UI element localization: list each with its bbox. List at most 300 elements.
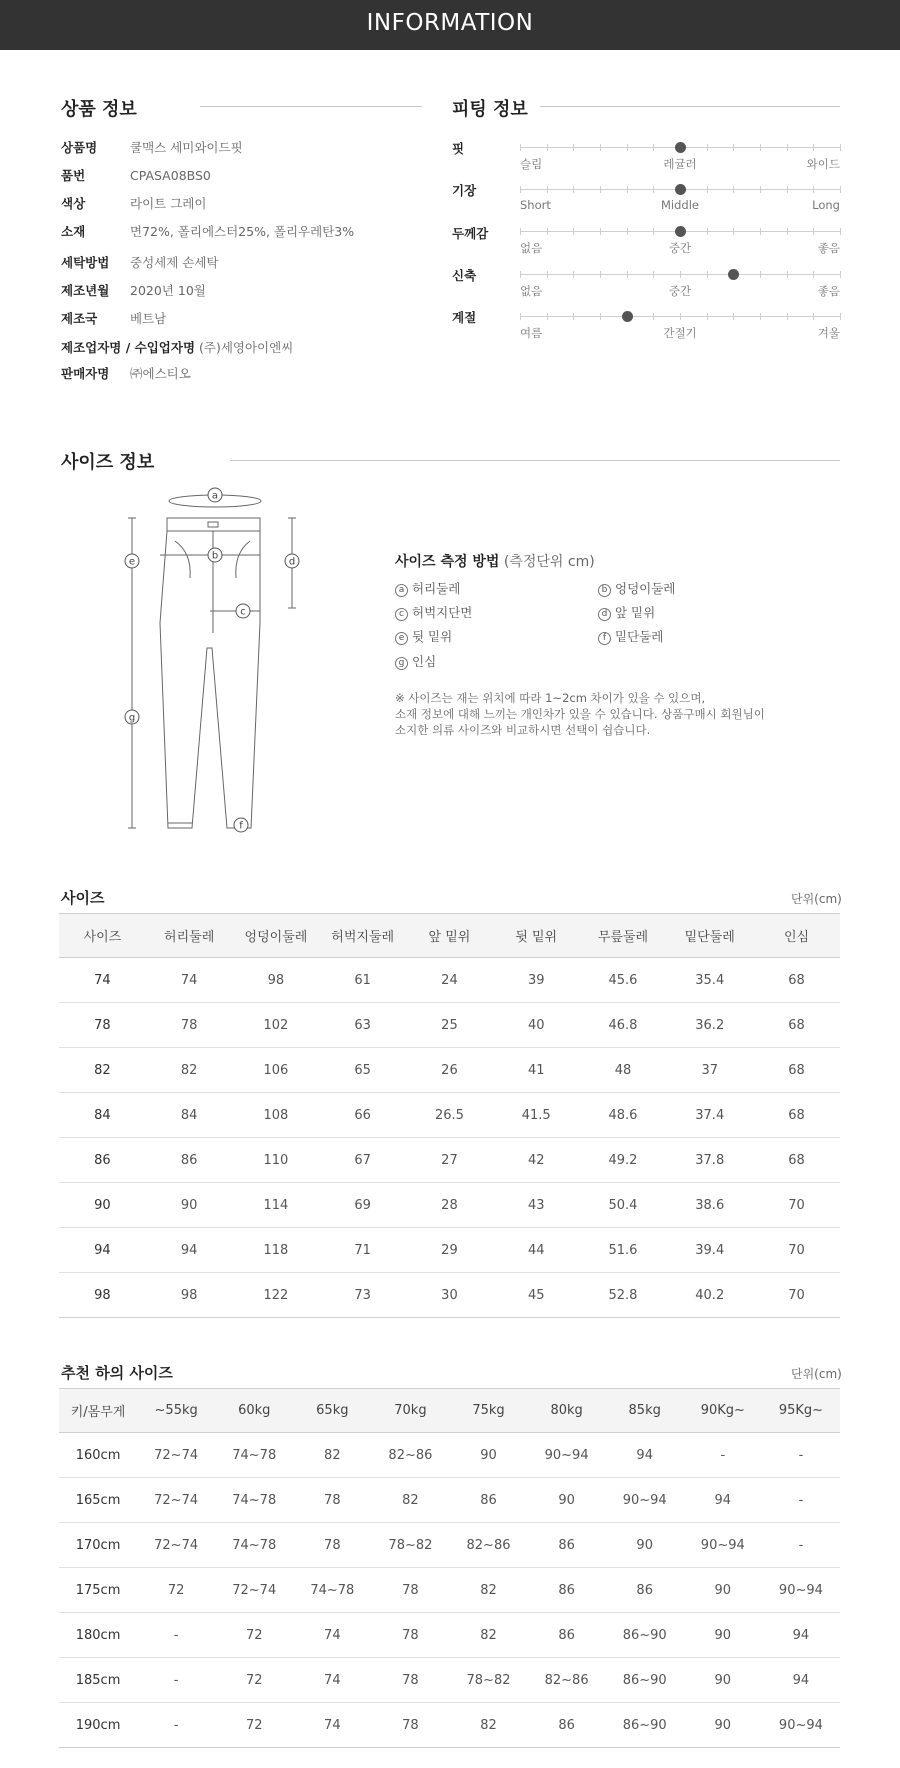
marker-a: a [211,490,219,502]
table-cell: 98 [146,1273,233,1318]
table-cell: 90 [684,1568,762,1613]
measure-legend-item [598,579,675,597]
table-cell: 46.8 [580,1003,667,1048]
table-cell: 72 [215,1703,293,1748]
table-cell: 78 [293,1523,371,1568]
fitting-scale-tick [600,313,601,320]
table-cell: 74~78 [293,1568,371,1613]
fitting-scale-tick [653,313,654,320]
table-cell: 78~82 [449,1658,527,1703]
table-header-cell: 65kg [293,1389,371,1433]
fitting-scale-tick [813,228,814,235]
table-cell: 185cm [59,1658,137,1703]
table-cell: 90~94 [762,1568,840,1613]
table-cell: 70 [753,1183,840,1228]
pants-button [208,522,218,527]
legend-marker-icon: e [395,632,408,645]
measure-method-heading [395,551,595,571]
table-cell: 94 [762,1613,840,1658]
fitting-level-indicator [622,311,633,322]
table-cell: 94 [59,1228,146,1273]
fitting-scale-tick [813,271,814,278]
fitting-scale-tick [680,271,681,278]
fitting-scale-tick [760,186,761,193]
fitting-scale-tick [547,186,548,193]
fitting-label: 계절 [452,310,477,325]
fitting-scale-tick [787,144,788,151]
fitting-label: 핏 [452,141,465,156]
table-cell: 90~94 [762,1703,840,1748]
size-info-divider [230,460,840,461]
legend-marker-icon: f [598,632,611,645]
table-cell: 82~86 [371,1433,449,1478]
measure-legend-item [395,652,436,670]
size-table-unit: 단위(cm) [791,892,842,906]
product-info-value: 중성세제 손세탁 [130,255,219,270]
fitting-level-indicator [675,184,686,195]
fitting-scale-tick [573,186,574,193]
fitting-scale-tick [627,271,628,278]
table-cell: 30 [406,1273,493,1318]
table-cell: 39.4 [666,1228,753,1273]
table-cell: 38.6 [666,1183,753,1228]
table-cell: 78 [293,1478,371,1523]
fitting-scale-tick [707,228,708,235]
table-cell: 78 [371,1703,449,1748]
recommend-table-unit: 단위(cm) [791,1367,842,1381]
legend-label: 밑단둘레 [615,629,664,644]
legend-label: 뒷 밑위 [412,629,453,644]
fitting-scale-tick [707,313,708,320]
table-row [59,1658,840,1703]
table-cell: 82 [449,1568,527,1613]
fitting-scale-tick [600,186,601,193]
product-info-value: 라이트 그레이 [130,196,207,211]
table-row [59,1003,840,1048]
measure-method-unit: (측정단위 cm) [503,554,595,570]
table-header-cell: 엉덩이둘레 [233,914,320,958]
table-cell: 41.5 [493,1093,580,1138]
fitting-scale-tick [760,228,761,235]
table-cell: 73 [319,1273,406,1318]
product-info-value: 2020년 10월 [130,283,206,298]
fitting-scale-tick [573,271,574,278]
table-row [59,958,840,1003]
table-header-row [59,914,840,958]
table-cell: 82~86 [528,1658,606,1703]
fitting-scale-track [520,274,840,275]
table-cell: 78~82 [371,1523,449,1568]
table-cell: 44 [493,1228,580,1273]
marker-c: c [240,606,246,618]
product-info-row [61,281,206,301]
size-note-line: ※ 사이즈는 재는 위치에 따라 1~2cm 차이가 있을 수 있으며, [395,691,706,705]
table-cell: 74 [293,1658,371,1703]
table-cell: 86 [449,1478,527,1523]
table-header-cell: 90Kg~ [684,1389,762,1433]
table-cell: - [762,1433,840,1478]
fitting-option-high: Long [812,198,840,212]
table-cell: 118 [233,1228,320,1273]
fitting-scale-tick [707,271,708,278]
table-cell: 84 [146,1093,233,1138]
fitting-option-mid: 간절기 [663,326,697,340]
table-cell: 160cm [59,1433,137,1478]
size-note [395,690,765,738]
fitting-option-high: 와이드 [806,157,840,171]
table-row [59,1478,840,1523]
table-cell: - [137,1613,215,1658]
fitting-scale-tick [547,271,548,278]
marker-d: d [288,556,296,568]
pants-right-pocket [236,541,250,578]
product-info-row [61,338,294,358]
pants-diagram [110,483,310,838]
table-cell: 74 [59,958,146,1003]
fitting-scale-track [520,316,840,317]
table-header-cell: 무릎둘레 [580,914,667,958]
fitting-scale-tick [787,228,788,235]
fitting-label: 기장 [452,183,477,198]
fitting-option-high: 겨울 [817,326,840,340]
table-row [59,1138,840,1183]
table-row [59,1523,840,1568]
fitting-scale-tick [627,228,628,235]
table-header-cell: ~55kg [137,1389,215,1433]
fitting-scale-tick [813,186,814,193]
fitting-scale-tick [600,228,601,235]
table-cell: 86~90 [606,1658,684,1703]
fitting-scale-tick [787,186,788,193]
table-cell: 61 [319,958,406,1003]
table-cell: 63 [319,1003,406,1048]
table-header-cell: 60kg [215,1389,293,1433]
table-cell: 82 [371,1478,449,1523]
table-header-cell: 허리둘레 [146,914,233,958]
legend-marker-icon: b [598,584,611,597]
fitting-scale-tick [760,144,761,151]
fitting-scale-tick [653,144,654,151]
table-cell: 94 [146,1228,233,1273]
table-cell: 68 [753,1048,840,1093]
fitting-label: 신축 [452,268,477,283]
table-cell: 68 [753,1093,840,1138]
fitting-option-mid: Middle [661,198,699,212]
table-cell: 108 [233,1093,320,1138]
table-cell: 82 [59,1048,146,1093]
table-row [59,1568,840,1613]
table-cell: 29 [406,1228,493,1273]
table-cell: 43 [493,1183,580,1228]
recommend-table [59,1388,840,1748]
fitting-scale-tick [520,186,521,193]
table-cell: 72~74 [137,1478,215,1523]
product-info-label: 제조년월 [61,283,110,298]
table-header-cell: 밑단둘레 [666,914,753,958]
fitting-scale-tick [840,186,841,193]
product-info-label: 소재 [61,224,86,239]
table-cell: 37.8 [666,1138,753,1183]
pants-left-pocket [175,541,190,578]
fitting-option-low: 없음 [520,241,543,255]
fitting-scale-tick [653,186,654,193]
fitting-scale-track [520,231,840,232]
product-info-label: 상품명 [61,140,98,155]
fitting-scale-tick [600,271,601,278]
table-cell: 74 [293,1613,371,1658]
table-cell: 70 [753,1273,840,1318]
product-info-row [61,309,167,329]
table-cell: 110 [233,1138,320,1183]
table-cell: 28 [406,1183,493,1228]
table-cell: 180cm [59,1613,137,1658]
table-header-cell: 70kg [371,1389,449,1433]
fitting-option-low: 슬림 [520,157,543,171]
page-header-title: INFORMATION [366,10,534,36]
product-info-label: 판매자명 [61,366,110,381]
product-info-row [61,364,191,384]
fitting-info-divider [540,106,840,107]
fitting-scale-tick [573,144,574,151]
fitting-scale-tick [840,313,841,320]
table-cell: 37 [666,1048,753,1093]
fitting-option-high: 좋음 [817,241,840,255]
table-cell: 48.6 [580,1093,667,1138]
table-cell: 82 [449,1613,527,1658]
table-cell: 35.4 [666,958,753,1003]
fitting-option-low: Short [520,198,551,212]
fitting-scale-tick [627,186,628,193]
table-cell: - [137,1658,215,1703]
table-cell: - [684,1433,762,1478]
fitting-level-indicator [675,142,686,153]
product-info-row [61,222,355,242]
fitting-scale-tick [547,144,548,151]
table-cell: 65 [319,1048,406,1093]
fitting-scale-track [520,189,840,190]
fitting-level-indicator [675,226,686,237]
table-cell: - [137,1703,215,1748]
product-info-row [61,138,243,158]
fitting-scale-tick [547,228,548,235]
fitting-option-low: 없음 [520,284,543,298]
table-cell: 82 [146,1048,233,1093]
legend-marker-icon: d [598,608,611,621]
table-cell: 72 [215,1658,293,1703]
table-cell: 86 [59,1138,146,1183]
fitting-scale-tick [707,144,708,151]
fitting-scale-tick [653,271,654,278]
pants-outline [160,531,260,828]
table-cell: 36.2 [666,1003,753,1048]
table-cell: 114 [233,1183,320,1228]
table-cell: 74~78 [215,1478,293,1523]
table-cell: 90 [606,1523,684,1568]
table-header-cell: 사이즈 [59,914,146,958]
fitting-scale-tick [653,228,654,235]
fitting-scale-tick [840,144,841,151]
product-info-row [61,253,219,273]
table-cell: 24 [406,958,493,1003]
fitting-label: 두께감 [452,226,489,241]
table-header-cell: 허벅지둘레 [319,914,406,958]
size-table [59,913,840,1318]
fitting-scale-tick [547,313,548,320]
measure-legend-item [598,603,655,621]
product-info-row [61,166,211,186]
measure-legend-item [395,579,460,597]
table-header-cell: 뒷 밑위 [493,914,580,958]
table-cell: 49.2 [580,1138,667,1183]
table-cell: 82 [293,1433,371,1478]
table-header-cell: 80kg [528,1389,606,1433]
recommend-table-title: 추천 하의 사이즈 [61,1364,173,1382]
table-cell: 122 [233,1273,320,1318]
table-cell: 86 [528,1613,606,1658]
table-cell: 51.6 [580,1228,667,1273]
legend-label: 엉덩이둘레 [615,581,676,596]
table-cell: 72 [137,1568,215,1613]
fitting-scale-tick [520,144,521,151]
product-info-value: 쿨맥스 세미와이드핏 [130,140,243,155]
product-info-label: 제조업자명 / 수입업자명 [61,340,196,355]
marker-e: e [128,556,136,568]
table-cell: 90 [449,1433,527,1478]
table-cell: 72 [215,1613,293,1658]
fitting-scale-tick [840,228,841,235]
fitting-scale-tick [680,313,681,320]
table-cell: 48 [580,1048,667,1093]
table-cell: 84 [59,1093,146,1138]
product-info-label: 색상 [61,196,86,211]
fitting-scale-tick [573,228,574,235]
table-cell: 94 [762,1658,840,1703]
fitting-scale-tick [813,144,814,151]
table-cell: 68 [753,1138,840,1183]
fitting-option-low: 여름 [520,326,543,340]
product-info-label: 품번 [61,168,86,183]
product-info-title: 상품 정보 [61,99,137,120]
table-cell: 71 [319,1228,406,1273]
table-row [59,1273,840,1318]
table-cell: 41 [493,1048,580,1093]
table-cell: 86 [528,1703,606,1748]
table-header-cell: 키/몸무게 [59,1389,137,1433]
product-info-value: CPASA08BS0 [130,168,211,183]
table-cell: 90~94 [528,1433,606,1478]
table-cell: 86 [528,1523,606,1568]
marker-b: b [211,550,219,562]
fitting-scale-tick [520,228,521,235]
table-cell: 86 [528,1568,606,1613]
table-cell: 102 [233,1003,320,1048]
table-cell: 74 [293,1703,371,1748]
fitting-scale-tick [600,144,601,151]
legend-marker-icon: g [395,657,408,670]
table-row [59,1703,840,1748]
table-cell: 90 [59,1183,146,1228]
fitting-scale-tick [733,144,734,151]
fitting-scale-tick [707,186,708,193]
table-cell: 78 [371,1613,449,1658]
fitting-option-mid: 레귤러 [663,157,697,171]
table-cell: 72~74 [137,1433,215,1478]
table-row [59,1228,840,1273]
fitting-scale-tick [573,313,574,320]
size-note-line: 소지한 의류 사이즈와 비교하시면 선택이 쉽습니다. [395,723,651,737]
table-cell: 27 [406,1138,493,1183]
table-cell: 86~90 [606,1703,684,1748]
table-cell: 98 [233,958,320,1003]
table-cell: 86 [146,1138,233,1183]
table-cell: 78 [59,1003,146,1048]
table-header-cell: 95Kg~ [762,1389,840,1433]
fitting-scale-tick [627,144,628,151]
fitting-scale-tick [520,271,521,278]
table-cell: 90~94 [606,1478,684,1523]
fitting-scale-tick [733,186,734,193]
product-info-value: ㈜에스티오 [130,366,191,381]
size-table-title: 사이즈 [61,889,105,907]
table-cell: 45 [493,1273,580,1318]
measure-legend-item [395,627,452,645]
table-cell: 94 [606,1433,684,1478]
size-info-title: 사이즈 정보 [61,452,155,473]
table-cell: 74~78 [215,1523,293,1568]
table-cell: 78 [371,1658,449,1703]
table-cell: 82~86 [449,1523,527,1568]
fitting-scale-tick [840,271,841,278]
table-cell: 72~74 [137,1523,215,1568]
table-header-cell: 75kg [449,1389,527,1433]
table-header-cell: 인심 [753,914,840,958]
table-cell: 40 [493,1003,580,1048]
table-cell: 78 [146,1003,233,1048]
table-cell: 165cm [59,1478,137,1523]
fitting-option-mid: 중간 [668,284,692,298]
table-cell: 90 [684,1703,762,1748]
table-cell: 86~90 [606,1613,684,1658]
product-info-label: 세탁방법 [61,255,110,270]
table-cell: 170cm [59,1523,137,1568]
fitting-scale-tick [760,271,761,278]
table-cell: 68 [753,958,840,1003]
table-cell: 90 [528,1478,606,1523]
table-cell: 74 [146,958,233,1003]
table-cell: 50.4 [580,1183,667,1228]
fitting-level-indicator [728,269,739,280]
table-cell: - [762,1478,840,1523]
header-bar [0,0,900,50]
product-info-label: 제조국 [61,311,98,326]
legend-label: 인심 [412,654,437,669]
fitting-scale-tick [813,313,814,320]
table-cell: 67 [319,1138,406,1183]
table-cell: 37.4 [666,1093,753,1138]
legend-label: 허벅지단면 [412,605,473,620]
product-info-value: 베트남 [130,311,167,326]
table-cell: 74~78 [215,1433,293,1478]
fitting-info-title: 피팅 정보 [452,99,528,120]
marker-g: g [128,712,136,724]
product-info-divider [200,106,422,107]
measure-legend-item [598,627,663,645]
table-cell: 52.8 [580,1273,667,1318]
table-cell: 90 [146,1183,233,1228]
legend-label: 앞 밑위 [615,605,656,620]
table-cell: 90 [684,1658,762,1703]
fitting-scale-tick [787,271,788,278]
